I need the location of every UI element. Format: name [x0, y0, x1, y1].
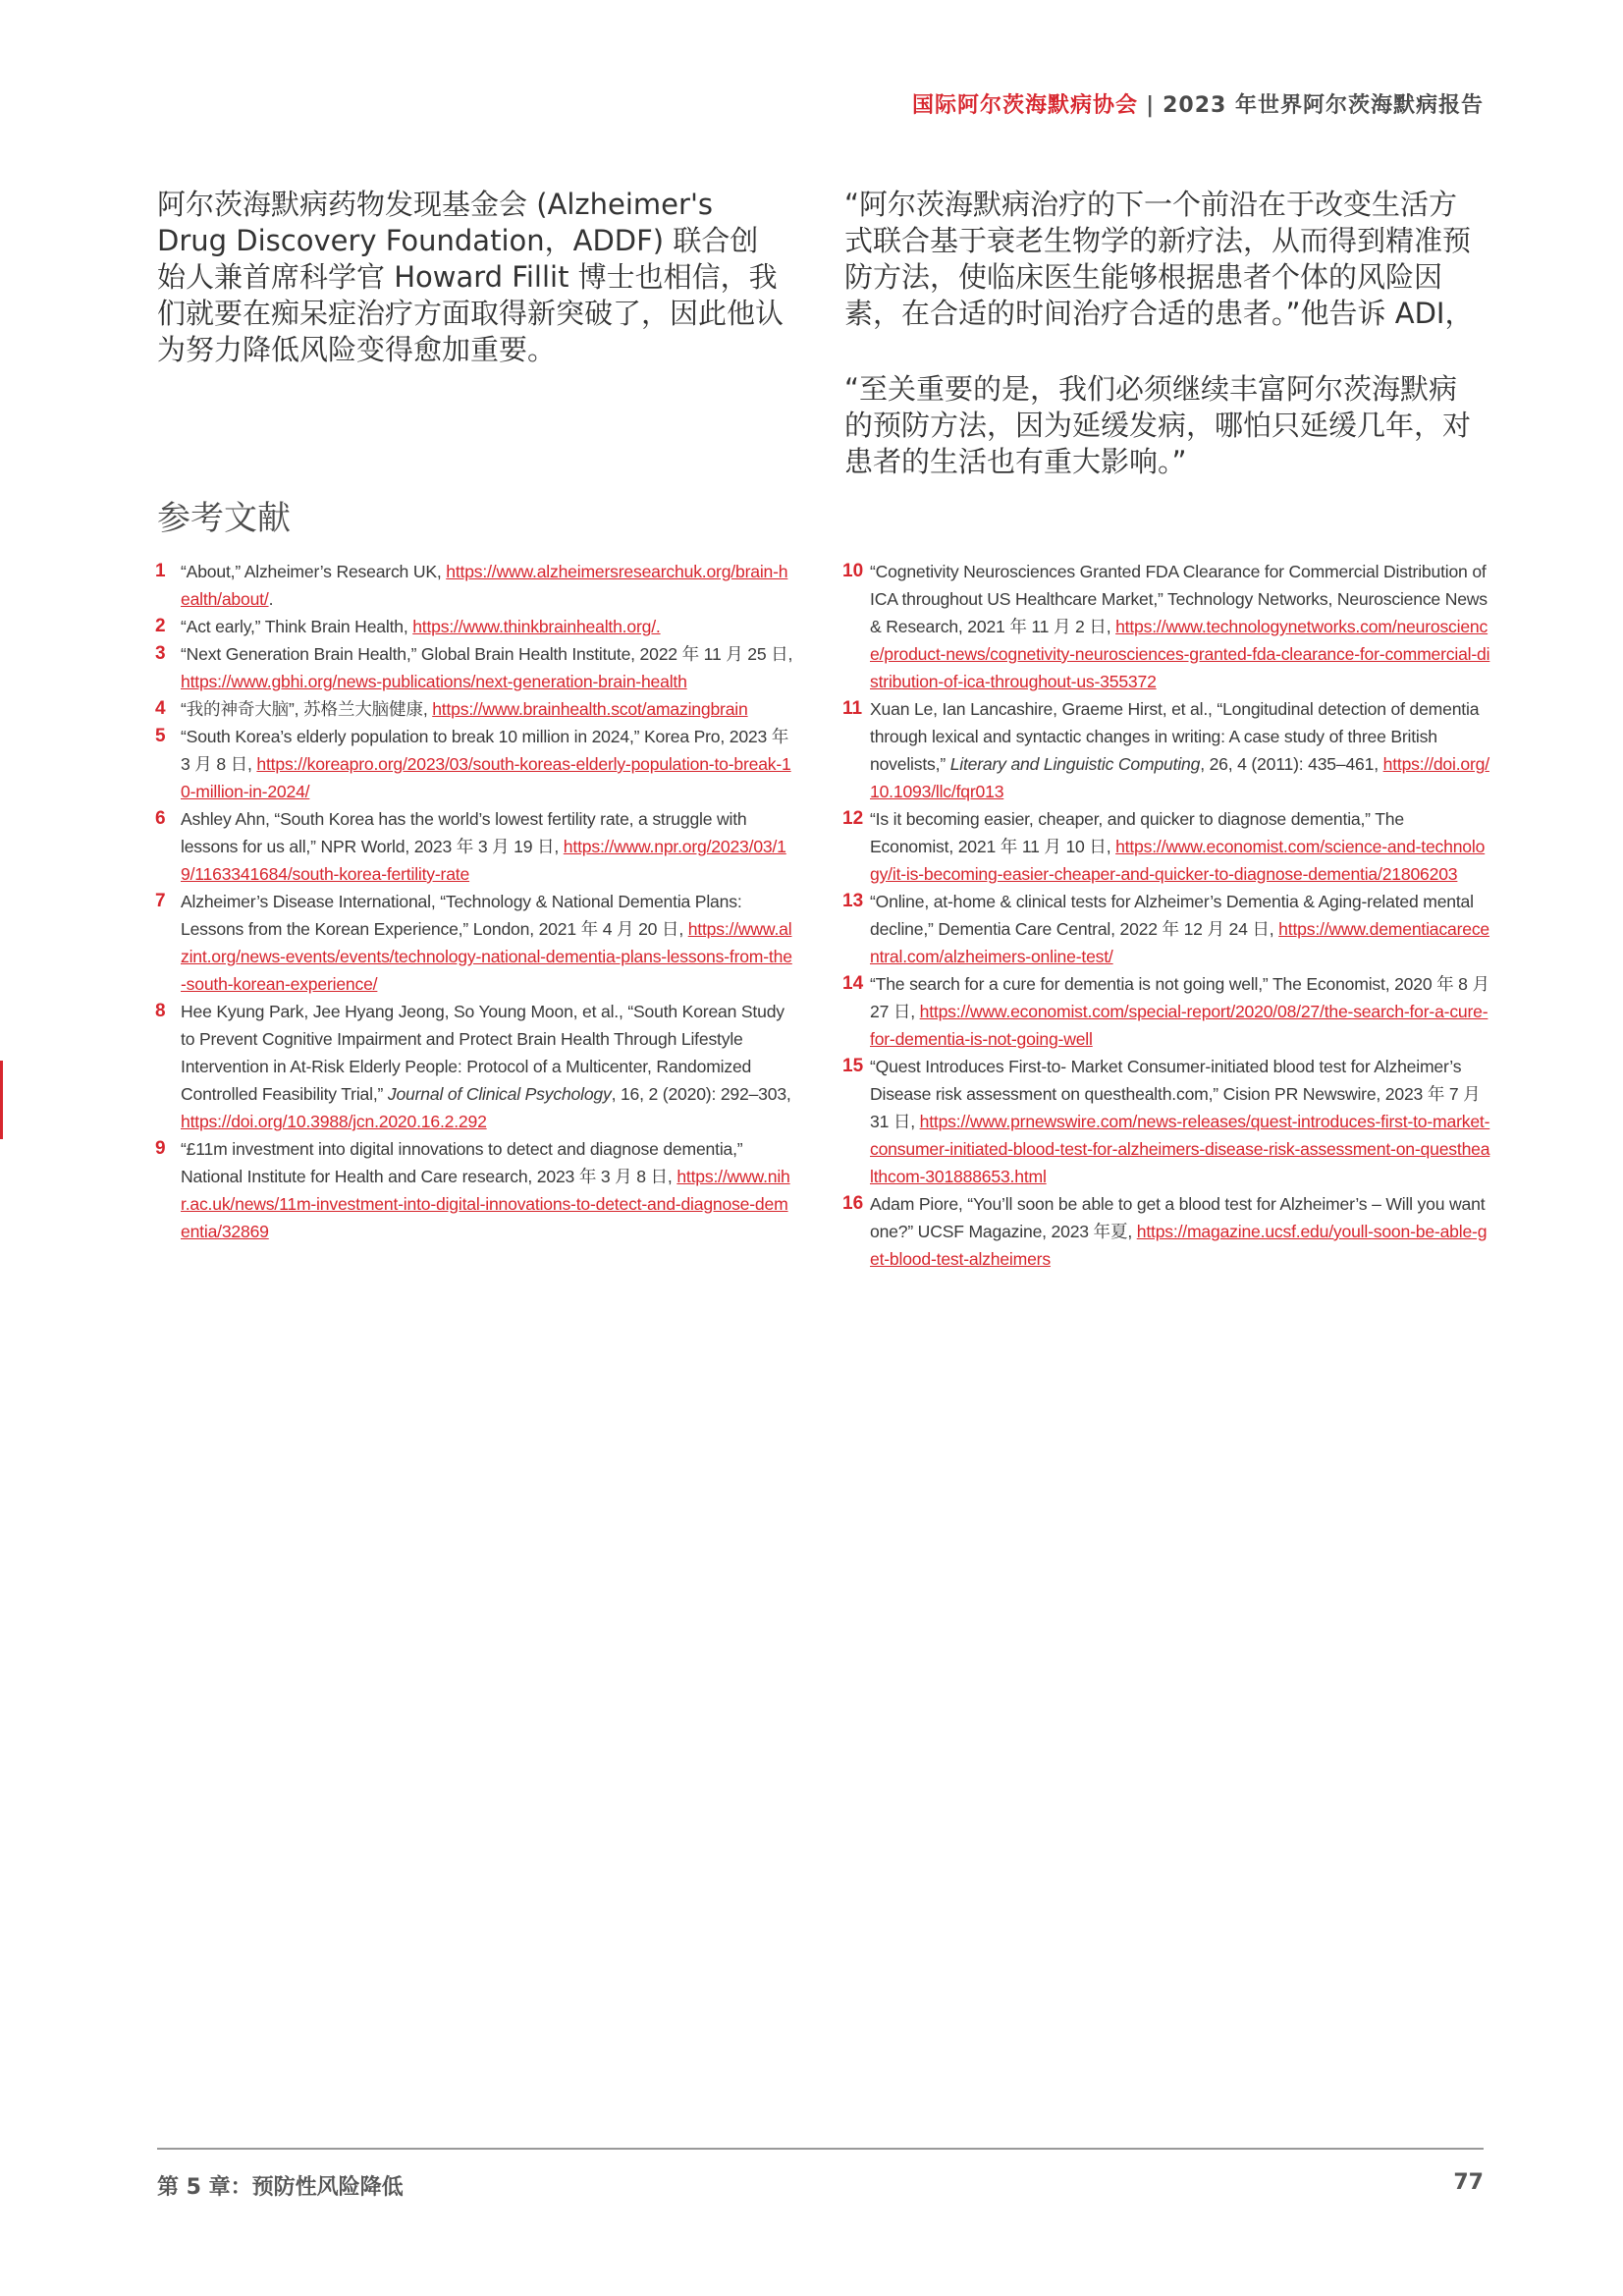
reference-number: 3 — [155, 643, 166, 664]
reference-link[interactable]: https://www.gbhi.org/news-publications/next-generation-brain-health — [181, 672, 687, 691]
reference-link[interactable]: https://www.alzint.org/news-events/events/technology-national-dementia-plans-lessons-from-the-south-korean-experience/ — [181, 919, 792, 994]
reference-body — [181, 888, 793, 998]
header-separator: | — [1146, 93, 1156, 118]
reference-text: “Cognetivity Neurosciences Granted FDA Clearance for Commercial Distribution of ICA throughout US Healthcare Market,” Technology Networks, Neuroscience News & Research, 2021 年 11 月 2 日, — [870, 562, 1488, 636]
reference-number: 11 — [842, 698, 863, 719]
reference-number: 9 — [155, 1138, 166, 1159]
reference-text: “Next Generation Brain Health,” Global Brain Health Institute, 2022 年 11 月 25 日, — [181, 644, 793, 664]
reference-text: “£11m investment into digital innovations to detect and diagnose dementia,” National Institute for Health and Care research, 2023 年 3 月 8 日, — [181, 1139, 743, 1186]
reference-body — [870, 1190, 1490, 1273]
reference-number: 16 — [842, 1193, 864, 1214]
reference-text: “Act early,” Think Brain Health, — [181, 617, 413, 636]
reference-text: Alzheimer’s Disease International, “Technology & National Dementia Plans: Lessons from the Korean Experience,” London, 2021 年 4 月 20 日, — [181, 892, 742, 939]
reference-text: Xuan Le, Ian Lancashire, Graeme Hirst, et al., “Longitudinal detection of dementia through lexical and syntactic changes in writing: A case study of three British novelists,” — [870, 699, 1480, 774]
reference-text: “About,” Alzheimer’s Research UK, — [181, 562, 447, 581]
reference-link[interactable]: https://www.nihr.ac.uk/news/11m-investment-into-digital-innovations-to-detect-and-diagnose-dementia/32869 — [181, 1167, 790, 1241]
reference-text: “The search for a cure for dementia is not going well,” The Economist, 2020 年 8 月 27 日, — [870, 974, 1489, 1021]
reference-item — [842, 558, 1490, 695]
reference-item — [155, 613, 793, 640]
reference-item — [155, 888, 793, 998]
references-heading: 参考文献 — [157, 499, 291, 538]
reference-number: 2 — [155, 616, 166, 636]
intro-paragraph: 阿尔茨海默病药物发现基金会 (Alzheimer's Drug Discovery Foundation，ADDF) 联合创始人兼首席科学官 Howard Fillit 博士也相信，我们就要在痴呆症治疗方面取得新突破了，因此他认为努力降低风险变得愈加重要。 — [157, 188, 784, 366]
reference-item — [842, 888, 1490, 970]
left-edge-marker — [0, 1061, 3, 1139]
reference-number: 6 — [155, 808, 166, 829]
reference-text: . — [268, 589, 274, 609]
reference-number: 7 — [155, 891, 166, 911]
reference-link[interactable]: https://www.alzheimersresearchuk.org/brain-health/about/ — [181, 562, 788, 609]
reference-link[interactable]: https://www.npr.org/2023/03/19/1163341684/south-korea-fertility-rate — [181, 837, 786, 884]
reference-item — [842, 1190, 1490, 1273]
reference-body — [181, 1135, 793, 1245]
reference-text: , 26, 4 (2011): 435–461, — [1200, 754, 1383, 774]
reference-item — [842, 970, 1490, 1053]
reference-body — [870, 558, 1490, 695]
reference-text: “Is it becoming easier, cheaper, and quicker to diagnose dementia,” The Economist, 2021 年 11 月 10 日, — [870, 809, 1404, 856]
reference-number: 12 — [842, 808, 864, 829]
reference-item — [155, 998, 793, 1135]
intro-right-column — [844, 187, 1483, 519]
reference-link[interactable]: https://www.economist.com/special-report/2020/08/27/the-search-for-a-cure-for-dementia-is-not-going-well — [870, 1002, 1488, 1049]
reference-item — [155, 1135, 793, 1245]
reference-link[interactable]: https://www.brainhealth.scot/amazingbrain — [432, 699, 748, 719]
reference-body — [870, 805, 1490, 888]
reference-number: 13 — [842, 891, 864, 911]
reference-link[interactable]: https://www.economist.com/science-and-technology/it-is-becoming-easier-cheaper-and-quicker-to-diagnose-dementia/21806203 — [870, 837, 1486, 884]
reference-item — [155, 640, 793, 695]
reference-number: 5 — [155, 726, 166, 746]
reference-body — [870, 888, 1490, 970]
reference-number: 1 — [155, 561, 166, 581]
page-number: 77 — [1453, 2170, 1484, 2195]
footer-divider — [157, 2148, 1484, 2150]
reference-number: 4 — [155, 698, 166, 719]
reference-item — [842, 695, 1490, 805]
reference-link[interactable]: https://koreapro.org/2023/03/south-koreas-elderly-population-to-break-10-million-in-2024/ — [181, 754, 791, 801]
reference-text: Adam Piore, “You’ll soon be able to get a blood test for Alzheimer’s – Will you want one?” UCSF Magazine, 2023 年夏, — [870, 1194, 1486, 1241]
reference-body — [181, 805, 793, 888]
reference-text: , 16, 2 (2020): 292–303, — [611, 1084, 791, 1104]
reference-link[interactable]: https://www.dementiacarecentral.com/alzheimers-online-test/ — [870, 919, 1489, 966]
reference-body — [181, 723, 793, 805]
references-left-column — [155, 558, 793, 1245]
reference-body — [181, 558, 793, 613]
reference-link[interactable]: https://www.prnewswire.com/news-releases/quest-introduces-first-to-market-consumer-initiated-blood-test-for-alzheimers-disease-risk-assessment-on-questhealthcom-301888653.html — [870, 1112, 1490, 1186]
intro-left-column — [157, 187, 785, 368]
quote-paragraph-1: “阿尔茨海默病治疗的下一个前沿在于改变生活方式联合基于衰老生物学的新疗法，从而得到精准预防方法，使临床医生能够根据患者个体的风险因素，在合适的时间治疗合适的患者。”他告诉 ADI， — [844, 188, 1474, 330]
reference-body — [181, 695, 793, 723]
reference-text: “Online, at-home & clinical tests for Alzheimer’s Dementia & Aging-related mental decline,” Dementia Care Central, 2022 年 12 月 24 日, — [870, 892, 1474, 939]
references-right-column — [842, 558, 1490, 1273]
header-report-title: 2023 年世界阿尔茨海默病报告 — [1163, 93, 1484, 118]
reference-number: 15 — [842, 1056, 864, 1076]
reference-item — [155, 695, 793, 723]
page-header — [912, 88, 1484, 119]
reference-link[interactable]: https://doi.org/10.3988/jcn.2020.16.2.292 — [181, 1112, 487, 1131]
reference-journal: Literary and Linguistic Computing — [949, 754, 1201, 774]
reference-body — [870, 1053, 1490, 1190]
reference-journal: Journal of Clinical Psychology — [387, 1084, 612, 1104]
reference-body — [870, 970, 1490, 1053]
reference-text: “我的神奇大脑”, 苏格兰大脑健康, — [181, 699, 433, 719]
reference-text: Ashley Ahn, “South Korea has the world’s lowest fertility rate, a struggle with lessons for us all,” NPR World, 2023 年 3 月 19 日, — [181, 809, 747, 856]
reference-item — [155, 805, 793, 888]
footer-chapter: 第 5 章：预防性风险降低 — [157, 2175, 404, 2200]
reference-item — [842, 1053, 1490, 1190]
reference-body — [181, 998, 793, 1135]
reference-number: 8 — [155, 1001, 166, 1021]
reference-number: 14 — [842, 973, 864, 994]
quote-paragraph-2: “至关重要的是，我们必须继续丰富阿尔茨海默病的预防方法，因为延缓发病，哪怕只延缓几年，对患者的生活也有重大影响。” — [844, 372, 1472, 478]
reference-item — [842, 805, 1490, 888]
reference-text: “Quest Introduces First-to- Market Consumer-initiated blood test for Alzheimer’s Disease risk assessment on questhealth.com,” Cision PR Newswire, 2023 年 7 月 31 日, — [870, 1057, 1481, 1131]
reference-body — [181, 613, 793, 640]
reference-item — [155, 723, 793, 805]
reference-body — [870, 695, 1490, 805]
reference-link[interactable]: https://www.thinkbrainhealth.org/. — [412, 617, 661, 636]
reference-body — [181, 640, 793, 695]
reference-number: 10 — [842, 561, 864, 581]
reference-link[interactable]: https://www.technologynetworks.com/neuroscience/product-news/cognetivity-neurosciences-granted-fda-clearance-for-commercial-distribution-of-ica-throughout-us-355372 — [870, 617, 1490, 691]
header-org: 国际阿尔茨海默病协会 — [912, 93, 1139, 118]
reference-item — [155, 558, 793, 613]
reference-text: Hee Kyung Park, Jee Hyang Jeong, So Young Moon, et al., “South Korean Study to Prevent Cognitive Impairment and Protect Brain Health Through Lifestyle Intervention in At-Risk Elderly People: Protocol of a Multicenter, Randomized Controlled Feasibility Trial,” — [181, 1002, 784, 1104]
reference-link[interactable]: https://magazine.ucsf.edu/youll-soon-be-able-get-blood-test-alzheimers — [870, 1222, 1488, 1269]
reference-link[interactable]: https://doi.org/10.1093/llc/fqr013 — [870, 754, 1489, 801]
reference-text: “South Korea’s elderly population to break 10 million in 2024,” Korea Pro, 2023 年 3 月 8 日, — [181, 727, 789, 774]
